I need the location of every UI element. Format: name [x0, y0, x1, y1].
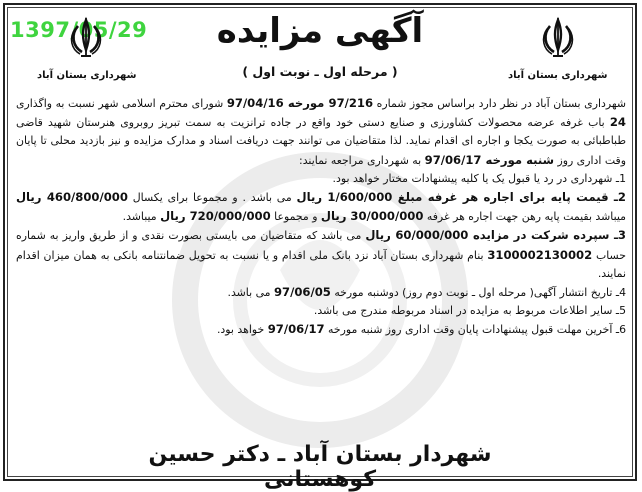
- deposit-amount: 60/000/000 ریال: [365, 228, 469, 243]
- deadline-date: شنبه مورخه 97/06/17: [424, 152, 554, 167]
- intro-text: شهرداری بستان آباد در نظر دارد براساس مجوز شماره: [373, 97, 626, 110]
- item-text: خواهد بود.: [216, 323, 268, 337]
- mortgage-price: 30/000/000 ریال: [320, 209, 424, 224]
- iran-emblem-icon: [540, 16, 576, 60]
- intro-text: مورخه: [283, 96, 329, 110]
- item-text: می باشد که متقاضیان می بایستی بصورت نقدی و از طریق واریز به شماره حساب: [16, 229, 627, 262]
- intro-text: باب غرفه عرضه محصولات کشاورزی و صنایع دستی خود واقع در جاده ترانزیت به سمت تبریز روبروی هنرستان شهید قاضی طباطبائی به صورت یکجا و اجاره ای اقدام نماید. لذا متقاضیان می توانند جهت دریافت اسناد و مدارک مزایده و نیز بازدید محلی تا پایان وقت اداری روز: [16, 116, 626, 167]
- intro-text: شورای محترم اسلامی شهر نسبت به واگذاری: [16, 97, 227, 110]
- list-item-1: [16, 170, 626, 188]
- base-price: مبلغ 1/600/000 ریال: [296, 190, 423, 205]
- page-title: آگهی مزایده: [216, 11, 424, 51]
- list-item-5: [16, 302, 626, 320]
- account-number: 3100002130002: [487, 247, 593, 262]
- page-subtitle: ( مرحله اول ـ نوبت اول ): [242, 64, 398, 79]
- shop-count: 24: [609, 115, 626, 130]
- municipality-label-left: شهرداری بستان آباد: [37, 70, 137, 81]
- intro-paragraph: [16, 94, 626, 170]
- item-text: میباشد.: [122, 210, 161, 224]
- item-text: 3ـ سپرده شرکت در مزایده: [468, 228, 626, 243]
- intro-text: به شهرداری مراجعه نمایند:: [299, 153, 425, 167]
- municipality-label-right: شهرداری بستان آباد: [508, 70, 608, 81]
- permit-date: 97/04/16: [226, 96, 284, 110]
- mayor-signature: شهردار بستان آباد ـ دکتر حسین کوهستانی: [148, 442, 492, 492]
- item-text: 1ـ شهرداری در رد یا قبول یک یا کلیه پیشنهادات مختار خواهد بود.: [332, 171, 626, 185]
- item-text: 6ـ آخرین مهلت قبول پیشنهادات پایان وقت اداری روز شنبه مورخه: [324, 323, 626, 337]
- notice-body: [16, 94, 626, 340]
- mortgage-total: 720/000/000 ریال: [160, 209, 271, 224]
- list-item-6: [16, 320, 626, 339]
- item-text: و مجموعا: [270, 210, 321, 224]
- publish-date: 97/06/05: [273, 285, 331, 300]
- item-text: 5ـ سایر اطلاعات مربوط به مزایده در اسناد مربوطه مندرج می باشد.: [313, 304, 626, 318]
- list-item-2: [16, 188, 626, 226]
- final-deadline: 97/06/17: [267, 322, 325, 337]
- item-text: بنام شهرداری بستان آباد نزد بانک ملی اقدام و یا نسبت به تحویل ضمانتنامه بانکی به همان میزان اقدام نمایند.: [16, 248, 626, 280]
- item-text: میباشد بقیمت پایه رهن جهت اجاره هر غرفه: [423, 210, 626, 224]
- iran-emblem-icon: [68, 16, 104, 60]
- item-text: 4ـ تاریخ انتشار آگهی( مرحله اول ـ نوبت دوم روز) دوشنبه مورخه: [330, 286, 626, 300]
- list-item-4: [16, 283, 626, 302]
- permit-number: 97/216: [328, 96, 374, 110]
- item-text: 2ـ قیمت پایه برای اجاره هر غرفه: [422, 190, 626, 205]
- list-item-3: [16, 226, 626, 283]
- date-stamp: 1397/05/29: [10, 18, 148, 42]
- item-text: می باشد . و مجموعا برای یکسال: [127, 191, 297, 205]
- annual-total: 460/800/000 ریال: [16, 190, 128, 205]
- item-text: می باشد.: [227, 286, 274, 300]
